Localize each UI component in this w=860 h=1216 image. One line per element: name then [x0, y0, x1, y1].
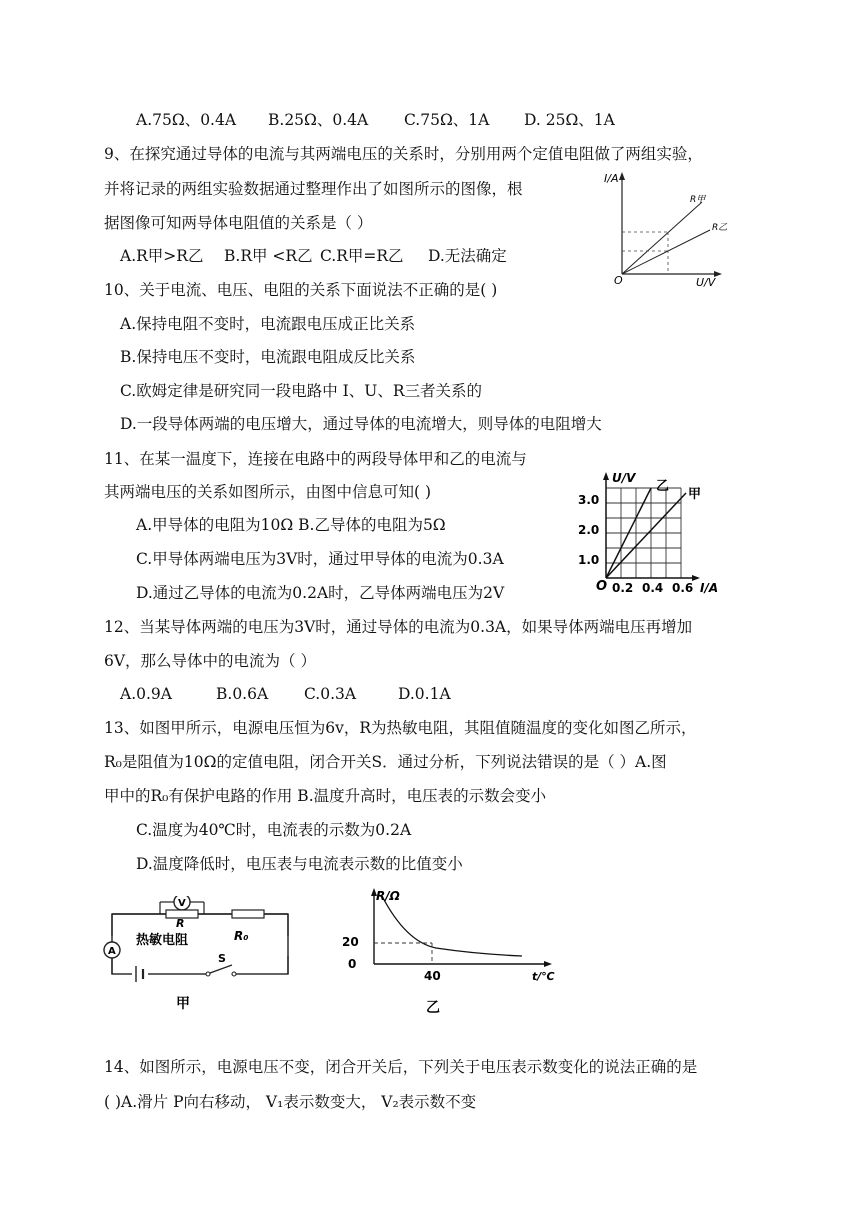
q9-y-axis-label: I/A — [604, 172, 619, 185]
q11-origin-label: O — [596, 579, 608, 594]
q11-x-tick-1: 0.2 — [612, 581, 634, 595]
q14-line2: ( )A.滑片 P向右移动， V₁表示数变大， V₂表示数不变 — [104, 1093, 477, 1111]
circuit-caption: 甲 — [176, 996, 190, 1012]
q9-option-a: A.R甲>R乙 — [120, 247, 204, 265]
q13-line2: R₀是阻值为10Ω的定值电阻，闭合开关S．通过分析，下列说法错误的是（ ）A.图 — [104, 753, 667, 771]
q13-graph-x-axis-label: t/℃ — [532, 970, 555, 983]
resistor-r-label: R — [176, 917, 185, 930]
q12-stem-line2: 6V，那么导体中的电流为（ ） — [104, 652, 316, 670]
q13-graph-y-zero: 0 — [348, 957, 357, 971]
switch-label: S — [218, 952, 226, 965]
q10-stem: 10、关于电流、电压、电阻的关系下面说法不正确的是( ) — [104, 281, 498, 299]
q8-option-b: B.25Ω、0.4A — [268, 111, 369, 129]
q11-y-tick-3: 3.0 — [578, 493, 600, 507]
q13-option-d: D.温度降低时，电压表与电流表示数的比值变小 — [136, 855, 463, 873]
q13-line3: 甲中的R₀有保护电路的作用 B.温度升高时，电压表的示数会变小 — [104, 787, 547, 805]
q10-option-b: B.保持电压不变时，电流跟电阻成反比关系 — [120, 348, 416, 366]
q13-r-t-graph — [336, 882, 576, 1018]
q11-y-tick-1: 1.0 — [578, 553, 600, 567]
q13-graph-caption: 乙 — [426, 1000, 440, 1016]
q10-option-a: A.保持电阻不变时，电流跟电压成正比关系 — [120, 315, 416, 333]
q14-line1: 14、如图所示，电源电压不变，闭合开关后，下列关于电压表示数变化的说法正确的是 — [104, 1058, 698, 1076]
q10-option-c: C.欧姆定律是研究同一段电路中 I、U、R三者关系的 — [120, 382, 483, 400]
q11-graph — [576, 468, 746, 600]
q9-graph — [598, 168, 738, 288]
q11-y-tick-2: 2.0 — [578, 523, 600, 537]
q12-option-a: A.0.9A — [120, 685, 172, 703]
q9-option-b: B.R甲 <R乙 — [224, 247, 313, 265]
q9-option-d: D.无法确定 — [428, 247, 507, 265]
ammeter-label: A — [108, 946, 116, 957]
q13-line1: 13、如图甲所示，电源电压恒为6v，R为热敏电阻，其阻值随温度的变化如图乙所示， — [104, 719, 697, 737]
q11-x-axis-label: I/A — [700, 581, 719, 595]
q9-stem-line3: 据图像可知两导体电阻值的关系是（ ） — [104, 214, 373, 232]
q11-stem-line1: 11、在某一温度下，连接在电路中的两段导体甲和乙的电流与 — [104, 450, 527, 468]
q12-option-d: D.0.1A — [398, 685, 451, 703]
q13-graph-y-axis-label: R/Ω — [376, 889, 400, 903]
q11-option-c: C.甲导体两端电压为3V时，通过甲导体的电流为0.3A — [136, 550, 504, 568]
q12-option-b: B.0.6A — [216, 685, 269, 703]
q13-circuit-diagram — [100, 896, 300, 1016]
q12-option-c: C.0.3A — [304, 685, 357, 703]
switch-icon — [206, 972, 210, 976]
q11-x-tick-3: 0.6 — [672, 581, 694, 595]
q8-option-c: C.75Ω、1A — [404, 111, 490, 129]
q13-graph-x-tick-40: 40 — [424, 969, 441, 983]
q13-graph-y-tick-20: 20 — [342, 935, 359, 949]
q8-option-d: D. 25Ω、1A — [524, 111, 615, 129]
thermistor-label: 热敏电阻 — [136, 933, 189, 948]
q12-stem-line1: 12、当某导体两端的电压为3V时，通过导体的电流为0.3A，如果导体两端电压再增加 — [104, 618, 693, 636]
q11-y-axis-label: U/V — [612, 471, 636, 485]
q9-line-a-label: R甲 — [690, 195, 706, 205]
q11-line-yi-label: 乙 — [656, 479, 670, 494]
q9-stem-line1: 9、在探究通过导体的电流与其两端电压的关系时，分别用两个定值电阻做了两组实验， — [104, 145, 703, 163]
q11-stem-line2: 其两端电压的关系如图所示，由图中信息可知( ) — [104, 483, 432, 501]
q8-option-a: A.75Ω、0.4A — [136, 111, 237, 129]
voltmeter-label: V — [178, 898, 186, 909]
q9-line-b-label: R乙 — [712, 223, 728, 233]
q11-option-d: D.通过乙导体的电流为0.2A时，乙导体两端电压为2V — [136, 584, 505, 602]
q10-option-d: D.一段导体两端的电压增大，通过导体的电流增大，则导体的电阻增大 — [120, 415, 602, 433]
q13-option-c: C.温度为40℃时，电流表的示数为0.2A — [136, 821, 412, 839]
q9-x-axis-label: U/V — [696, 276, 716, 288]
q9-stem-line2: 并将记录的两组实验数据通过整理作出了如图所示的图像，根 — [104, 180, 523, 198]
fixed-resistor-label: R₀ — [234, 929, 249, 943]
fixed-resistor-symbol — [232, 910, 264, 918]
q11-x-tick-2: 0.4 — [642, 581, 664, 595]
q11-option-ab: A.甲导体的电阻为10Ω B.乙导体的电阻为5Ω — [136, 516, 446, 534]
q9-option-c: C.R甲=R乙 — [320, 247, 404, 265]
q11-line-jia-label: 甲 — [688, 487, 702, 502]
q9-origin-label: O — [614, 274, 623, 287]
